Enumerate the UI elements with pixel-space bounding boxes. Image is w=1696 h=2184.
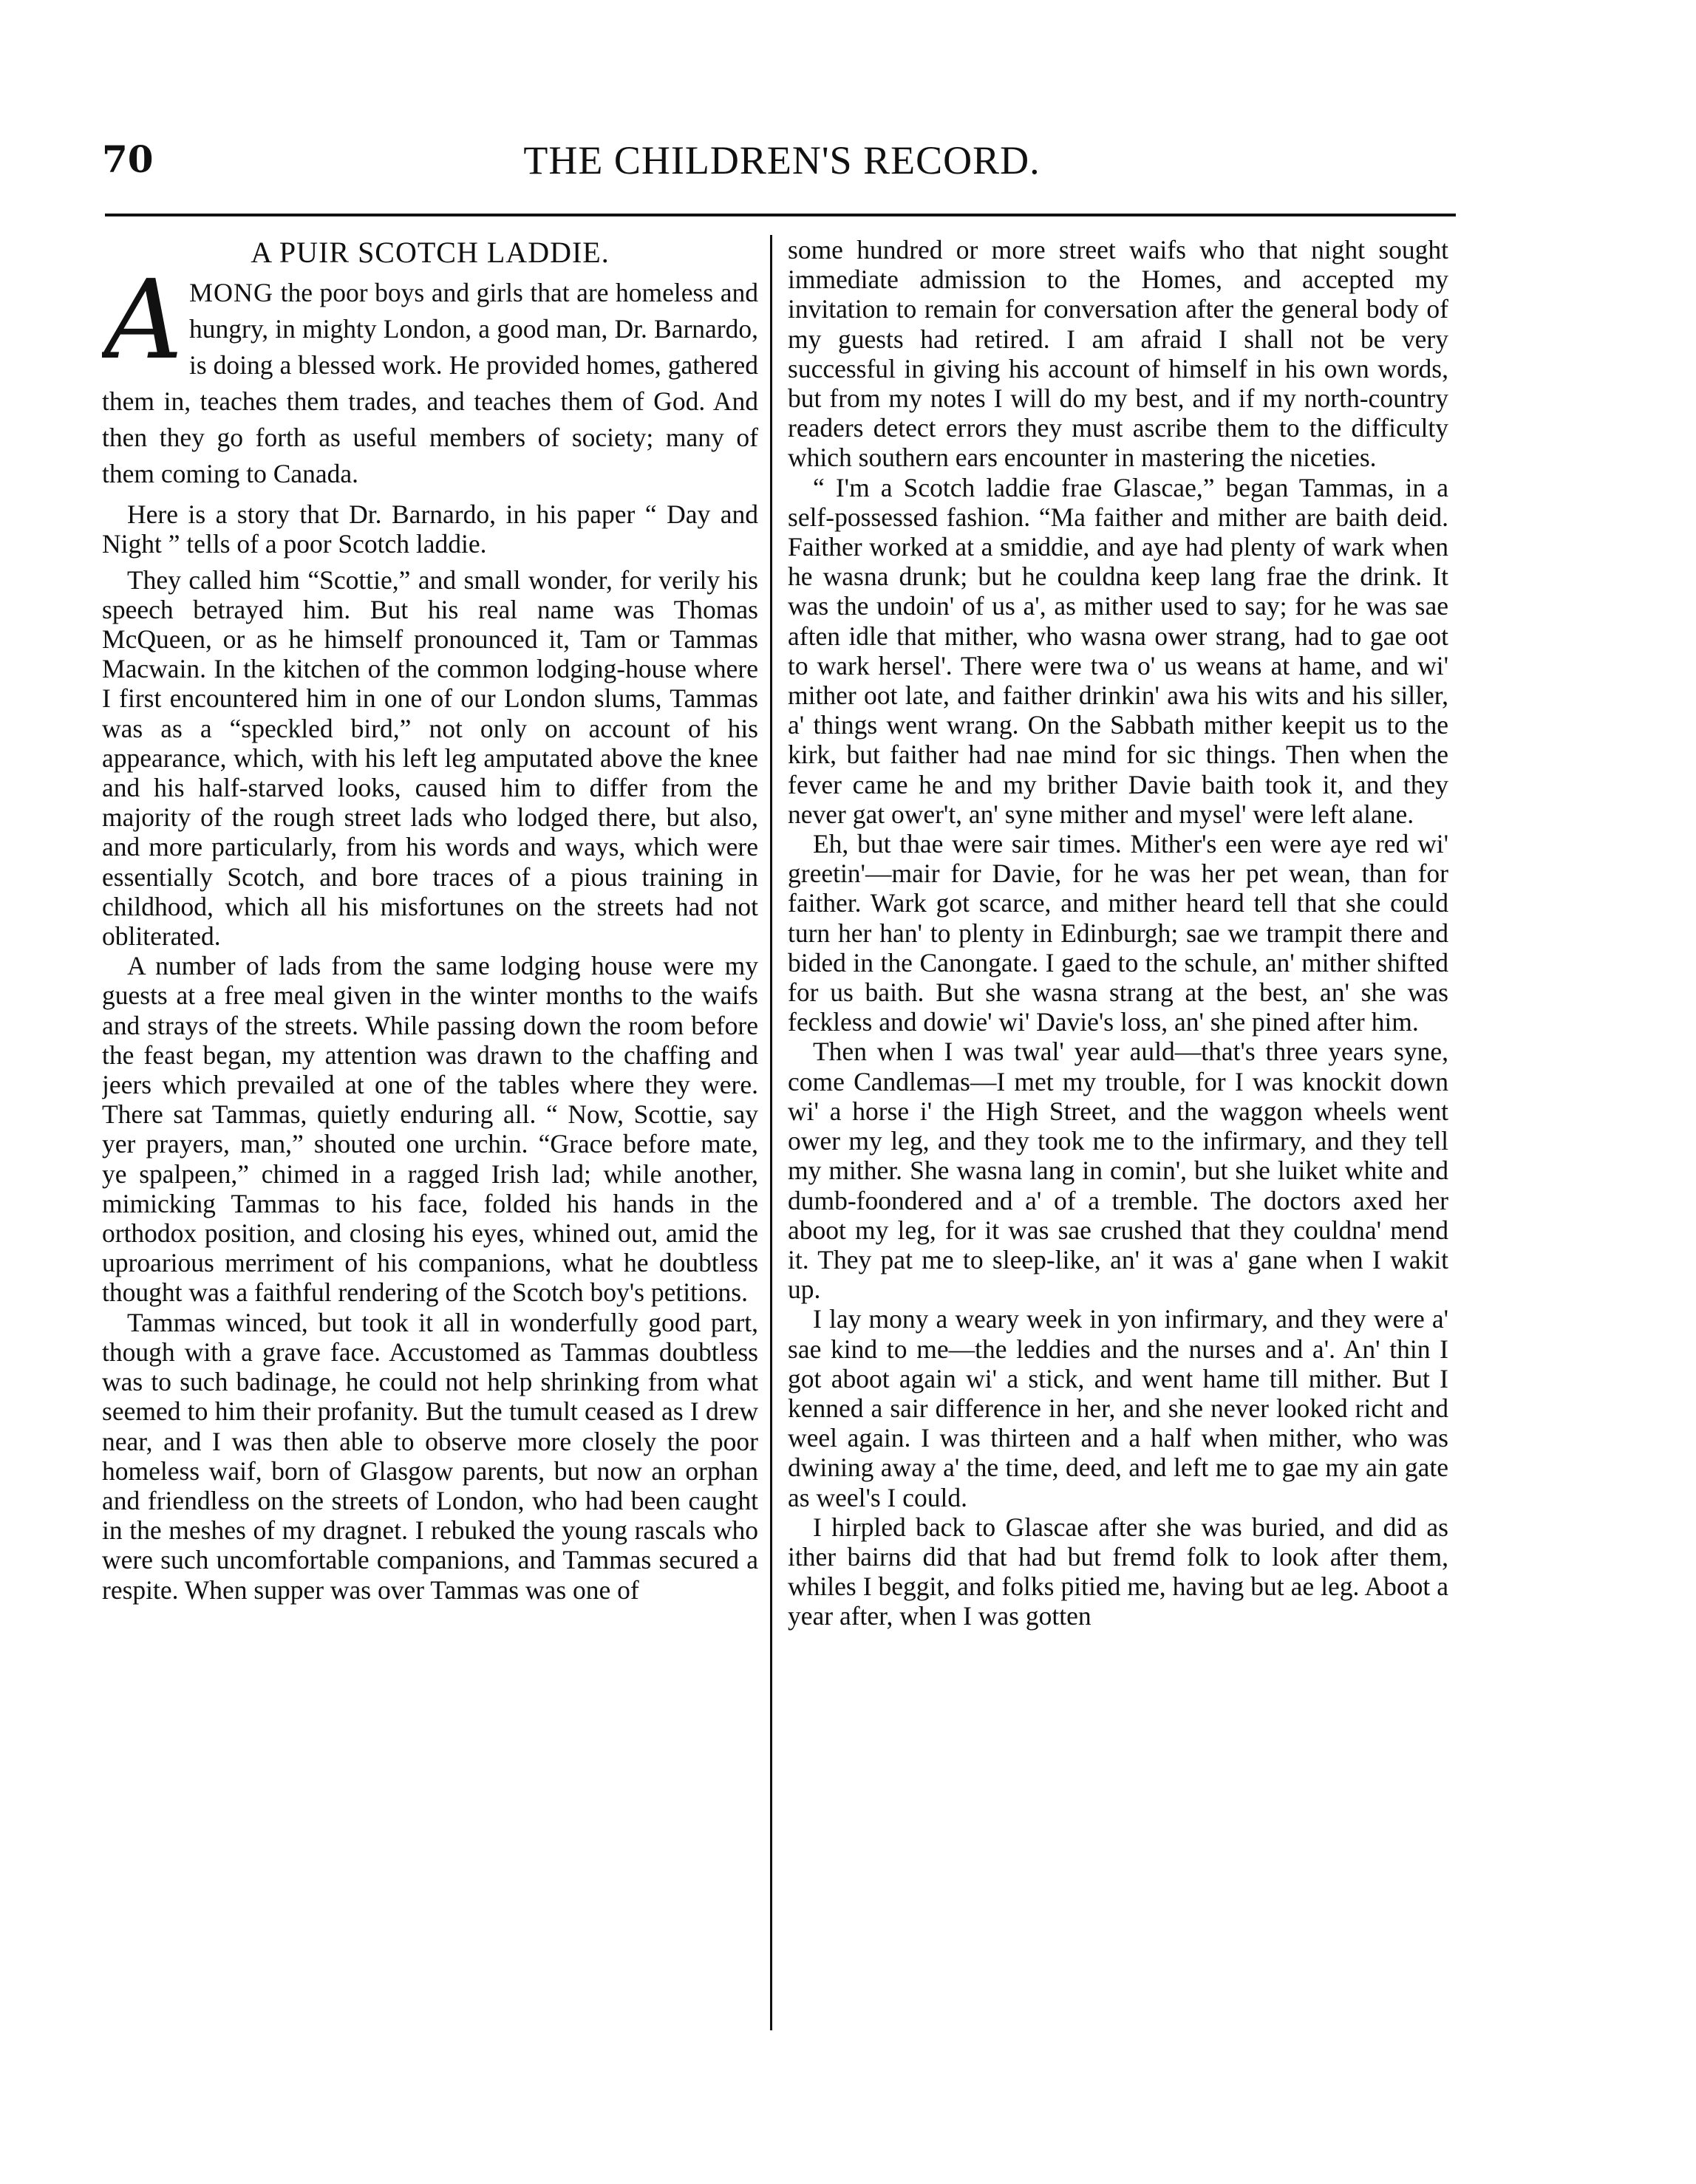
paragraph: Eh, but thae were sair times. Mither's een were aye red wi' greetin'—mair for Davie, for he was her pet wean, than for faither. Wark got scarce, and mither heard tell that she could turn her han' to plenty in Edinburgh; sae we trampit there and bided in the Canongate. I gaed to the schule, an' mither shifted for us baith. But she wasna strang at the best, an' she was feckless and dowie' wi' Davie's loss, an' she pined after him. — [788, 829, 1448, 1037]
paragraph: Tammas winced, but took it all in wonderfully good part, though with a grave face. Accustomed as Tammas doubtless was to such badinage, he could not help shrinking from what seemed to him their profanity. But the tumult ceased as I drew near, and I was then able to observe more closely the poor homeless waif, born of Glasgow parents, but now an orphan and friendless on the streets of London, who had been caught in the meshes of my dragnet. I rebuked the young rascals who were such uncomfortable companions, and Tammas secured a respite. When supper was over Tammas was one of — [102, 1307, 758, 1605]
page-header — [102, 137, 1462, 197]
paragraph: I lay mony a weary week in yon infirmary, and they were a' sae kind to me—the leddies and the nurses and a'. An' thin I got aboot again wi' a stick, and went hame till mither. But I kenned a sair difference in her, and she never looked richt and weel again. I was thirteen and a half when mither, who was dwining away a' the time, deed, and left me to gae my ain gate as weel's I could. — [788, 1304, 1448, 1512]
opening-paragraph — [102, 256, 758, 492]
column-rule — [770, 235, 772, 2030]
paragraph: A number of lads from the same lodging house were my guests at a free meal given in the winter months to the waifs and strays of the streets. While passing down the room before the feast began, my attention was drawn to the chaffing and jeers which prevailed at one of the tables where they were. There sat Tammas, quietly enduring all. “ Now, Scottie, say yer prayers, man,” shouted one urchin. “Grace before mate, ye spalpeen,” chimed in a ragged Irish lad; while another, mimicking Tammas to his face, folded his hands in the orthodox position, and closing his eyes, whined out, amid the uproarious merriment of his companions, what he doubtless thought was a faithful rendering of the Scotch boy's petitions. — [102, 951, 758, 1308]
continued-paragraph: some hundred or more street waifs who that night sought immediate admission to the Homes, and accepted my invitation to remain for conversation after the general body of my guests had retired. I am afraid I shall not be very successful in giving his account of himself in his own words, but from my notes I will do my best, and if my north-country readers detect errors they must ascribe them to the difficulty which southern ears encounter in mastering the niceties. — [788, 235, 1448, 473]
paragraph: Then when I was twal' year auld—that's three years syne, come Candlemas—I met my trouble, for I was knockit down wi' a horse i' the High Street, and the waggon wheels went ower my leg, and they took me to the infirmary, and they tell my mither. She wasna lang in comin', but she luiket white and dumb-foondered and a' of a tremble. The doctors axed her aboot my leg, for it was sae crushed that they couldna' mend it. They pat me to sleep-like, an' it was a' gane when I wakit up. — [788, 1037, 1448, 1305]
page-number: 70 — [102, 137, 154, 181]
paragraph: “ I'm a Scotch laddie frae Glascae,” began Tammas, in a self-possessed fashion. “Ma faither and mither are baith deid. Faither worked at a smiddie, and aye had plenty of wark when he wasna drunk; but he couldna keep lang frae the drink. It was the undoin' of us a', as mither used to say; for he was sae aften idle that mither, who wasna ower strang, had to gae oot to wark hersel'. There were twa o' us weans at hame, and wi' mither oot late, and faither drinkin' awa his wits and his siller, a' things went wrang. On the Sabbath mither keepit us to the kirk, but faither had nae mind for sic things. Then when the fever came he and my brither Davie baith took it, and they never gat ower't, an' syne mither and mysel' were left alane. — [788, 472, 1448, 829]
right-column — [788, 235, 1448, 2030]
drop-cap-initial: A — [103, 256, 183, 384]
opening-caps: MONG — [189, 278, 274, 308]
header-rule — [105, 214, 1456, 216]
article-title: A PUIR SCOTCH LADDIE. — [251, 236, 610, 269]
left-column — [102, 235, 758, 2030]
paragraph: I hirpled back to Glascae after she was buried, and did as ither bairns did that had but fremd folk to look after them, whiles I beggit, and folks pitied me, having but ae leg. Aboot a year after, when I was gotten — [788, 1512, 1448, 1631]
journal-title: THE CHILDREN'S RECORD. — [523, 138, 1041, 182]
paragraph: They called him “Scottie,” and small wonder, for verily his speech betrayed him. But his real name was Thomas McQueen, or as he himself pronounced it, Tam or Tammas Macwain. In the kitchen of the common lodging-house where I first encountered him in one of our London slums, Tammas was as a “speckled bird,” not only on account of his appearance, which, with his left leg amputated above the knee and his half-starved looks, caused him to differ from the majority of the rough street lads who lodged there, but also, and more particularly, from his words and ways, which were essentially Scotch, and bore traces of a pious training in childhood, which all his misfortunes on the streets had not obliterated. — [102, 564, 758, 952]
opening-text: the poor boys and girls that are homeless and hungry, in mighty London, a good man, Dr. Barnardo, is doing a blessed work. He provided homes, gathered them in, teaches them trades, and teaches them of God. And then they go forth as useful members of society; many of them coming to Canada. — [102, 278, 758, 489]
paragraph: Here is a story that Dr. Barnardo, in his paper “ Day and Night ” tells of a poor Scotch laddie. — [102, 499, 758, 559]
